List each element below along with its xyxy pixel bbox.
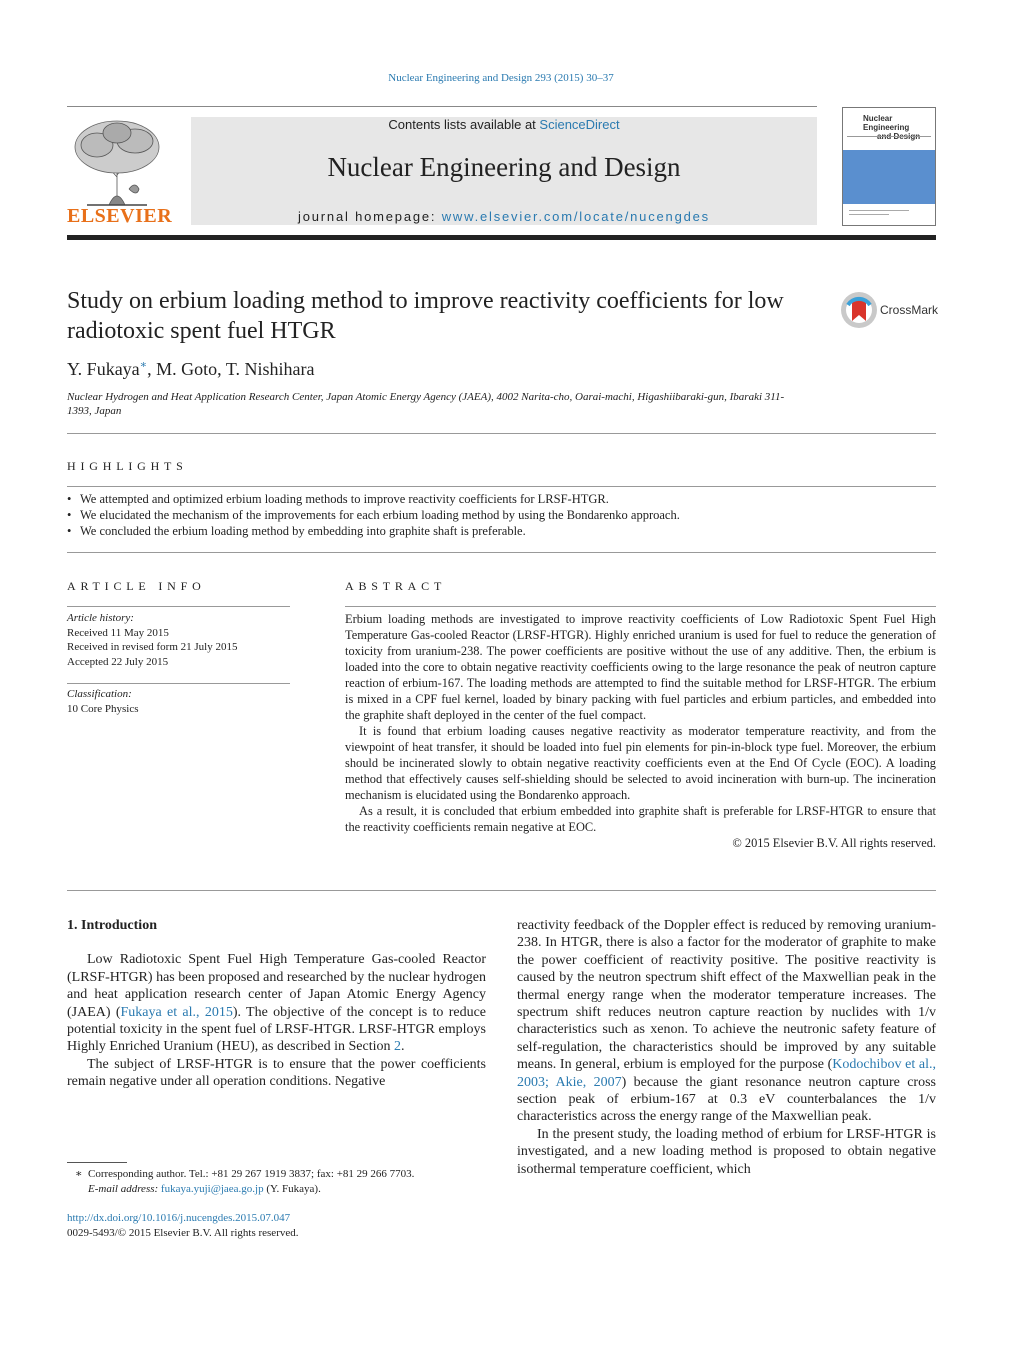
homepage-link[interactable]: www.elsevier.com/locate/nucengdes bbox=[441, 209, 710, 224]
body-paragraph: The subject of LRSF-HTGR is to ensure that the power coefficients remain negative under all operation conditions. Negative bbox=[67, 1056, 486, 1090]
body-paragraph: In the present study, the loading method of erbium for LRSF-HTGR is investigated, and a new loading method is proposed to obtain negative isothermal temperature coefficient, which bbox=[517, 1126, 936, 1177]
highlight-item: • We attempted and optimized erbium loading methods to improve reactivity coefficients for LRSF-HTGR. bbox=[67, 492, 609, 506]
abstract-copyright: © 2015 Elsevier B.V. All rights reserved. bbox=[732, 836, 936, 850]
article-history: Article history: Received 11 May 2015 Received in revised form 21 July 2015 Accepted 22 July 2015 bbox=[67, 612, 238, 668]
doi-link[interactable]: http://dx.doi.org/10.1016/j.nucengdes.2015.07.047 bbox=[67, 1212, 291, 1224]
crossmark-badge[interactable] bbox=[840, 291, 937, 331]
body-left-column bbox=[67, 917, 486, 1091]
email-link[interactable]: fukaya.yuji@jaea.go.jp bbox=[160, 1183, 264, 1195]
divider bbox=[67, 890, 936, 891]
issn-line: 0029-5493/© 2015 Elsevier B.V. All rights reserved. bbox=[67, 1227, 299, 1239]
author-others: , M. Goto, T. Nishihara bbox=[147, 359, 315, 379]
divider bbox=[67, 552, 936, 553]
highlight-item: • We concluded the erbium loading method by embedding into graphite shaft is preferable. bbox=[67, 524, 526, 538]
crossmark-icon bbox=[840, 291, 878, 329]
body-paragraph: reactivity feedback of the Doppler effect is reduced by removing uranium-238. In HTGR, there is also a factor for the moderator of graphite to make the power coefficient of reactivity positive. The positive reactivity is caused by the neutron spectrum shift effect of the Maxwellian peak in the thermal energy range when the moderator temperature increases. The spectrum shift reduces neutron capture reaction by nuclides with 1/v characteristics such as xenon. To achieve the neutronic safety feature of self-regulation, the characteristics should be improved by any suitable means. In general, erbium is employed for the purpose (Kodochibov et al., 2003; Akie, 2007) because the giant resonance neutron capture cross section peak of erbium-167 at 0.3 eV counterbalances the 1/v characteristics across the energy range of the Maxwellian peak. bbox=[517, 918, 936, 1125]
abstract-paragraph: It is found that erbium loading causes negative reactivity as moderator temperature reactivity, and from the viewpoint of heat transfer, it should be loaded into fuel pin elements for pin-in-block type fuel. Moreover, the erbium should be incinerated slowly to obtain negative reactivity coefficients even at the End Of Cycle (EOC). A loading method that effectively causes self-shielding should be selected to avoid incineration with burn-up. The incineration mechanism is elucidated using the Bondarenko approach. bbox=[345, 724, 936, 802]
divider bbox=[67, 486, 936, 487]
body-right-column bbox=[517, 917, 936, 1178]
author-fukaya: Y. Fukaya bbox=[67, 359, 140, 379]
journal-reference[interactable]: Nuclear Engineering and Design 293 (2015) 30–37 bbox=[388, 72, 614, 84]
abstract-label: ABSTRACT bbox=[345, 579, 447, 593]
doi-block bbox=[67, 1211, 486, 1241]
section-heading: 1. Introduction bbox=[67, 918, 157, 933]
highlight-item: • We elucidated the mechanism of the improvements for each erbium loading method by using the Bondarenko approach. bbox=[67, 508, 680, 522]
contents-prefix: Contents lists available at bbox=[388, 117, 540, 132]
article-info-label: ARTICLE INFO bbox=[67, 579, 206, 593]
footnote: ∗ Corresponding author. Tel.: +81 29 267 1919 3837; fax: +81 29 266 7703. E-mail address: fukaya.yuji@jaea.go.jp (Y. Fukaya). bbox=[75, 1168, 415, 1195]
author-list bbox=[67, 358, 314, 380]
citation-link[interactable]: Kodochibov et al., 2003; Akie, 2007 bbox=[517, 1057, 936, 1090]
abstract-paragraph: Erbium loading methods are investigated to improve reactivity coefficients of Low Radiotoxic Spent Fuel High Temperature Gas-cooled Reactor (LRSF-HTGR). Highly enriched uranium is used for fuel to reduce the generation of toxicity from uranium-238. The power coefficients are positive without the use of any additive. Then, the erbium is loaded into the core to obtain negative reactivity coefficients owing to the large resonance the peak of neutron capture reaction of erbium-167. The loading methods are attempted to find the suitable method for LRSF-HTGR. The erbium is mixed in a CPF fuel kernel, loaded by binary packing with fuel particles and erbium particles, and embedded into the graphite shaft deployed in the center of the fuel compact. bbox=[345, 612, 936, 722]
contents-line bbox=[191, 117, 817, 132]
affiliation: Nuclear Hydrogen and Heat Application Research Center, Japan Atomic Energy Agency (JAEA), 4002 Narita-cho, Oarai-machi, Higashiibaraki-gun, Ibaraki 311-1393, Japan bbox=[67, 391, 785, 417]
highlights-label: HIGHLIGHTS bbox=[67, 459, 188, 473]
body-paragraph: Low Radiotoxic Spent Fuel High Temperature Gas-cooled Reactor (LRSF-HTGR) has been proposed and researched by the nuclear hydrogen and heat application research center of Japan Atomic Energy Agency (JAEA) (Fukaya et al., 2015). The objective of the concept is to reduce potential toxicity in the spent fuel of LRSF-HTGR. LRSF-HTGR employs Highly Enriched Uranium (HEU), as described in Section 2. bbox=[67, 952, 486, 1055]
header-divider bbox=[67, 106, 817, 107]
cover-image bbox=[843, 150, 935, 204]
header-thick-rule bbox=[67, 235, 936, 240]
corresponding-author: Corresponding author. Tel.: +81 29 267 1919 3837; fax: +81 29 266 7703. bbox=[87, 1168, 415, 1180]
footnote-rule bbox=[67, 1162, 127, 1163]
divider bbox=[67, 433, 936, 434]
citation-link[interactable]: Fukaya et al., 2015 bbox=[120, 1004, 233, 1020]
divider bbox=[67, 606, 290, 607]
corresponding-mark[interactable]: ∗ bbox=[139, 359, 148, 371]
divider bbox=[67, 683, 290, 684]
abstract-body bbox=[345, 611, 936, 851]
section-link[interactable]: 2 bbox=[393, 1039, 401, 1055]
journal-cover-thumbnail[interactable] bbox=[842, 107, 936, 226]
abstract-paragraph: As a result, it is concluded that erbium embedded into graphite shaft is preferable for LRSF-HTGR to ensure that the reactivity coefficients remain negative at EOC. bbox=[345, 804, 936, 834]
cover-title: Nuclear Engineering bbox=[863, 114, 910, 132]
divider bbox=[345, 606, 936, 607]
crossmark-label: CrossMark bbox=[880, 303, 939, 317]
journal-name: Nuclear Engineering and Design bbox=[327, 152, 681, 182]
highlights-list bbox=[67, 491, 936, 539]
classification: Classification: 10 Core Physics bbox=[67, 688, 139, 715]
sciencedirect-link[interactable]: ScienceDirect bbox=[539, 117, 620, 132]
homepage-prefix: journal homepage: bbox=[298, 209, 442, 224]
article-title: Study on erbium loading method to improve reactivity coefficients for low radiotoxic spent fuel HTGR bbox=[67, 288, 784, 344]
footnote-mark: ∗ bbox=[75, 1168, 83, 1180]
journal-homepage bbox=[191, 209, 817, 224]
elsevier-wordmark: ELSEVIER bbox=[67, 205, 173, 227]
